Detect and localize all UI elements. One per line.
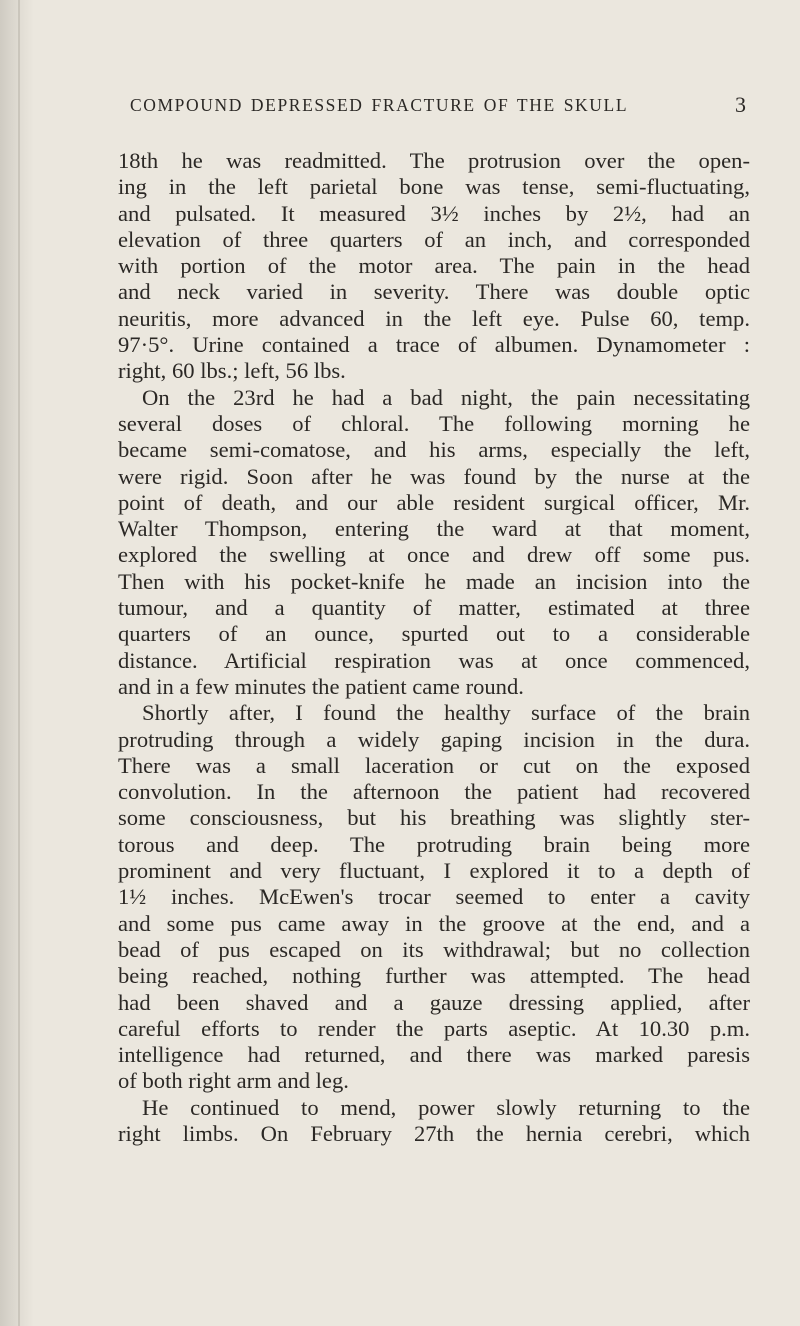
page-binding-edge (18, 0, 20, 1326)
text-line: He continued to mend, power slowly returning to the (142, 1094, 750, 1120)
text-line: careful efforts to render the parts aseptic. At 10.30 p.m. (118, 1015, 750, 1041)
text-line: intelligence had returned, and there was marked paresis (118, 1042, 750, 1068)
text-line: Shortly after, I found the healthy surface of the brain (142, 700, 750, 726)
text-line: ing in the left parietal bone was tense, semi-fluctuating, (118, 174, 750, 200)
text-line: right, 60 lbs.; left, 56 lbs. (118, 358, 346, 384)
running-head-title: COMPOUND DEPRESSED FRACTURE OF THE SKULL (130, 95, 629, 115)
text-line: distance. Artificial respiration was at once commenced, (118, 647, 750, 673)
text-line: elevation of three quarters of an inch, and corresponded (118, 226, 750, 252)
text-line: 97·5°. Urine contained a trace of albumen. Dynamometer : (118, 332, 750, 358)
book-page (118, 0, 758, 1326)
text-line: Walter Thompson, entering the ward at that moment, (118, 516, 750, 542)
text-line: neuritis, more advanced in the left eye. Pulse 60, temp. (118, 305, 750, 331)
text-line: convolution. In the afternoon the patient had recovered (118, 779, 750, 805)
text-line: were rigid. Soon after he was found by the nurse at the (118, 463, 750, 489)
text-line: 1½ inches. McEwen's trocar seemed to enter a cavity (118, 884, 750, 910)
text-line: with portion of the motor area. The pain in the head (118, 253, 750, 279)
text-line: being reached, nothing further was attempted. The head (118, 963, 750, 989)
text-line: and neck varied in severity. There was double optic (118, 279, 750, 305)
text-line: bead of pus escaped on its withdrawal; but no collection (118, 936, 750, 962)
text-line: tumour, and a quantity of matter, estimated at three (118, 595, 750, 621)
text-line: protruding through a widely gaping incision in the dura. (118, 726, 750, 752)
text-line: On the 23rd he had a bad night, the pain necessitating (142, 384, 750, 410)
text-line: 18th he was readmitted. The protrusion over the open- (118, 148, 750, 173)
text-line: had been shaved and a gauze dressing applied, after (118, 989, 750, 1015)
text-line: Then with his pocket-knife he made an incision into the (118, 568, 750, 594)
text-line: and in a few minutes the patient came round. (118, 673, 524, 699)
running-head (118, 92, 748, 123)
text-line: right limbs. On February 27th the hernia cerebri, which (118, 1120, 750, 1146)
page-binding-shadow (0, 0, 34, 1326)
text-line: some consciousness, but his breathing was slightly ster- (118, 805, 750, 831)
text-line: became semi-comatose, and his arms, especially the left, (118, 437, 750, 463)
text-line: prominent and very fluctuant, I explored it to a depth of (118, 858, 750, 884)
text-line: There was a small laceration or cut on the exposed (118, 752, 750, 778)
text-line: explored the swelling at once and drew off some pus. (118, 542, 750, 568)
page-number: 3 (735, 92, 746, 117)
text-line: of both right arm and leg. (118, 1068, 349, 1094)
text-line: several doses of chloral. The following morning he (118, 410, 750, 436)
text-line: point of death, and our able resident surgical officer, Mr. (118, 489, 750, 515)
body-text (118, 148, 750, 1147)
text-line: and pulsated. It measured 3½ inches by 2½, had an (118, 200, 750, 226)
text-line: quarters of an ounce, spurted out to a considerable (118, 621, 750, 647)
text-line: torous and deep. The protruding brain being more (118, 831, 750, 857)
text-line: and some pus came away in the groove at the end, and a (118, 910, 750, 936)
